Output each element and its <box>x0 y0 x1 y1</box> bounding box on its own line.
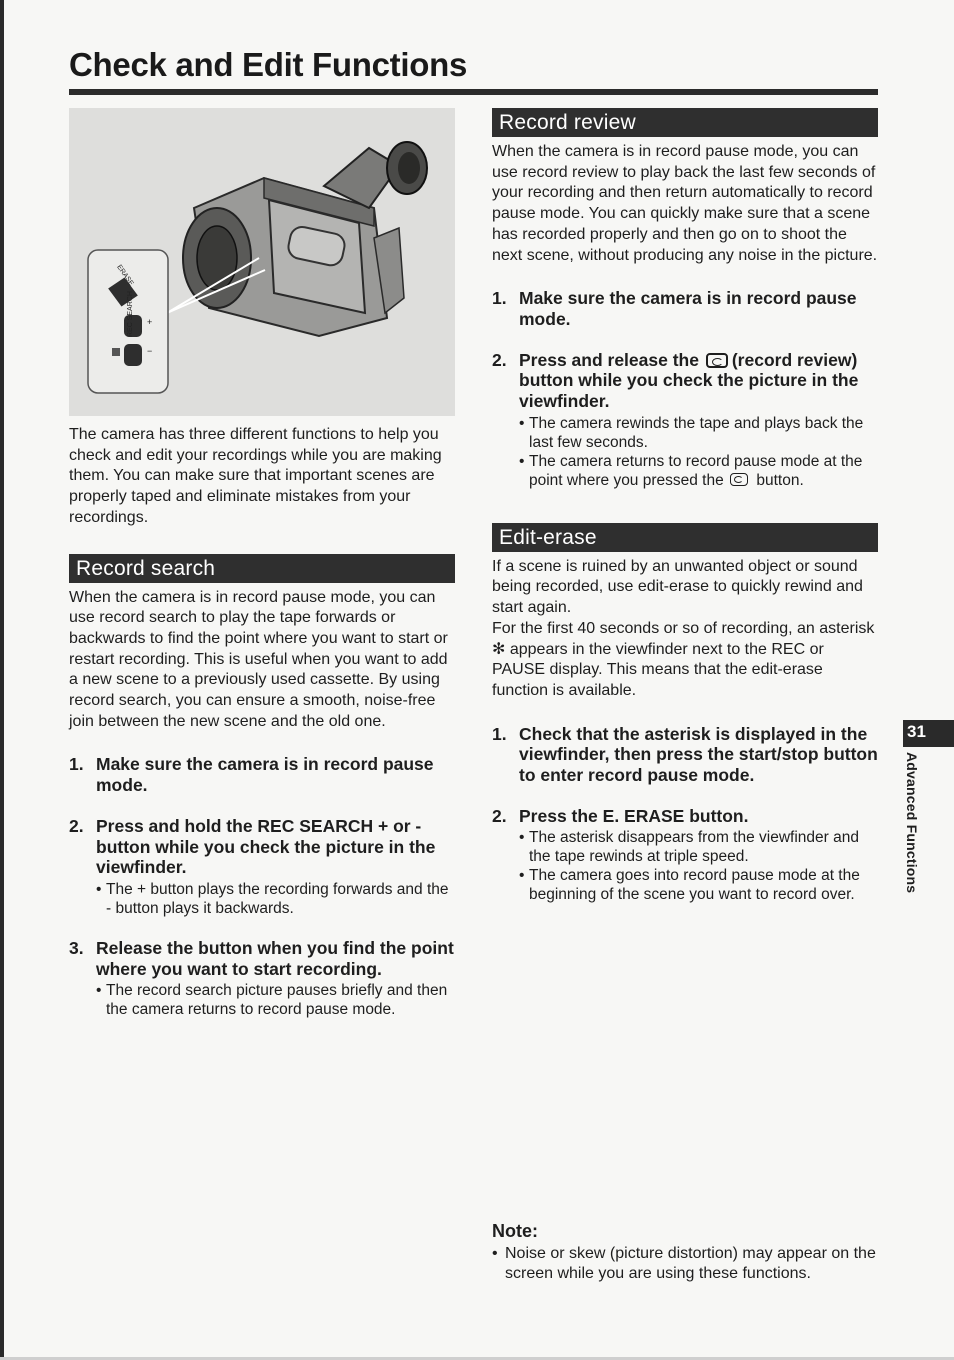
step-text: Press the E. ERASE button. <box>519 805 749 826</box>
step-bullets <box>519 414 878 490</box>
bullet-item: • The asterisk disappears from the viewfinder and the tape rewinds at triple speed. <box>519 828 878 866</box>
edit-erase-heading: Edit-erase <box>492 523 878 552</box>
page-edge <box>0 0 4 1360</box>
edit-erase-text-2: For the first 40 seconds or so of recording, an asterisk ✻ appears in the viewfinder next to the REC or PAUSE display. This means that the edit-erase function is available. <box>492 619 875 699</box>
bullet-text-after: button. <box>756 471 804 489</box>
edit-erase-steps <box>492 724 878 905</box>
minus-label: − <box>147 346 153 356</box>
plus-label: + <box>147 317 153 327</box>
record-search-text: When the camera is in record pause mode, you can use record search to play the tape forwards or backwards to find the point where you want to start or restart recording. This is useful when you want to add a new scene to a previously used cassette. By using record search, you can ensure a smooth, noise-free join between the new scene and the old one. <box>69 588 448 730</box>
step-text: Press and hold the REC SEARCH + or - button while you check the picture in the viewfinder. <box>96 815 436 878</box>
title-rule <box>69 89 878 95</box>
record-review-step-2 <box>492 350 878 490</box>
record-search-step-1 <box>69 754 455 795</box>
step-number: 2. <box>69 815 84 836</box>
step-number: 1. <box>492 723 507 744</box>
step-bullets <box>96 981 455 1019</box>
note-box <box>492 1221 878 1283</box>
step-text: Check that the asterisk is displayed in the viewfinder, then press the start/stop button to enter record pause mode. <box>519 723 878 786</box>
right-column <box>492 108 878 904</box>
step-bullets <box>519 828 878 904</box>
bullet-item: • The + button plays the recording forwards and the - button plays it backwards. <box>96 880 455 918</box>
step-text: Make sure the camera is in record pause mode. <box>519 288 857 329</box>
step-text: Release the button when you find the point where you want to start recording. <box>96 937 454 979</box>
erase-label: ERASE <box>115 263 135 288</box>
record-review-icon <box>730 473 748 486</box>
step-number: 1. <box>69 754 84 775</box>
step-number: 1. <box>492 288 507 309</box>
record-review-step-1 <box>492 288 878 329</box>
edit-erase-text-1: If a scene is ruined by an unwanted object or sound being recorded, use edit-erase to quickly rewind and start again. <box>492 557 863 617</box>
note-bullet: • Noise or skew (picture distortion) may appear on the screen while you are using these functions. <box>492 1244 878 1283</box>
step-number: 3. <box>69 937 84 958</box>
record-review-steps <box>492 288 878 490</box>
step-text <box>519 350 878 412</box>
step-text-before: Press and release the <box>519 349 699 370</box>
bullet-item: • The camera rewinds the tape and plays back the last few seconds. <box>519 414 878 452</box>
edit-erase-step-2 <box>492 806 878 905</box>
step-bullets <box>96 880 455 918</box>
record-search-step-3 <box>69 938 455 1019</box>
step-text: Make sure the camera is in record pause mode. <box>96 754 434 796</box>
chapter-label: Advanced Functions <box>904 752 920 894</box>
step-number: 2. <box>492 349 507 370</box>
step-text-after: (record review) button while you check the picture in the viewfinder. <box>519 349 859 412</box>
step-number: 2. <box>492 805 507 826</box>
intro-text: The camera has three different functions to help you check and edit your recordings while you are making them. You can make sure that important scenes are properly taped and eliminate mistakes from your recordings. <box>69 426 442 526</box>
record-review-text: When the camera is in record pause mode, you can use record review to play back the last few seconds of your recording and then return automatically to record pause mode. You can quickly make sure that a scene has recorded properly and then go on to shoot the next scene, without producing any noise in the picture. <box>492 143 878 264</box>
bullet-item: • The camera goes into record pause mode at the beginning of the scene you want to record over. <box>519 866 878 904</box>
bullet-item <box>519 452 878 490</box>
record-review-icon <box>706 353 728 368</box>
bullet-text-before: The camera returns to record pause mode at the point where you pressed the <box>529 452 863 489</box>
bullet-item: • The record search picture pauses briefly and then the camera returns to record pause mode. <box>96 981 455 1019</box>
page-number: 31 <box>907 722 926 741</box>
record-search-step-2 <box>69 816 455 918</box>
note-bullets <box>492 1244 878 1283</box>
note-title: Note: <box>492 1221 538 1241</box>
record-search-heading: Record search <box>69 554 455 583</box>
record-search-steps <box>69 754 455 1019</box>
rec-search-label: REC SEARCH <box>127 291 134 337</box>
camcorder-drawing <box>69 108 455 416</box>
left-column <box>69 108 455 1019</box>
camcorder-illustration <box>69 108 455 416</box>
record-review-heading: Record review <box>492 108 878 137</box>
page-title: Check and Edit Functions <box>69 46 468 83</box>
edit-erase-step-1 <box>492 724 878 786</box>
